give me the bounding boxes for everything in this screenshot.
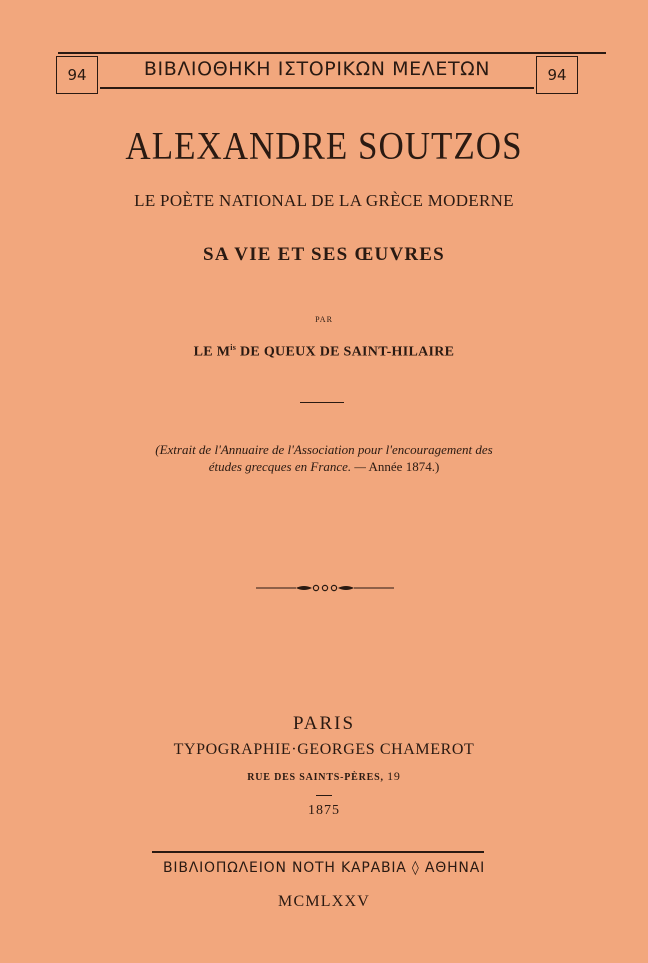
author-superscript: is xyxy=(230,343,237,352)
imprint-street xyxy=(0,769,648,784)
extract-line-2-italic: études grecques en France. — xyxy=(208,459,366,474)
series-number-left: 94 xyxy=(56,56,98,94)
imprint-year: 1875 xyxy=(308,803,340,818)
publisher: ΒΙΒΛΙΟΠΩΛΕΙΟΝ ΝΟΤΗ ΚΑΡΑΒΙΑ ◊ ΑΘΗΝΑΙ xyxy=(162,860,485,876)
series-title: ΒΙΒΛΙΟΘΗΚΗ ΙΣΤΟΡΙΚΩΝ ΜΕΛΕΤΩΝ xyxy=(143,58,491,80)
imprint-city: PARIS xyxy=(292,713,356,734)
footer-top-rule xyxy=(152,851,484,853)
book-title: ALEXANDRE SOUTZOS xyxy=(125,123,523,168)
extract-line-2-plain: Année 1874.) xyxy=(365,459,440,474)
header-top-rule xyxy=(58,52,606,54)
author-name xyxy=(0,343,648,361)
imprint-street-number: 19 xyxy=(387,769,401,783)
book-subtitle-2: SA VIE ET SES ŒUVRES xyxy=(203,244,445,265)
series-number-right: 94 xyxy=(536,56,578,94)
roman-year: MCMLXXV xyxy=(278,893,370,910)
extract-line-1: (Extrait de l'Annuaire de l'Association pour l'encouragement des xyxy=(155,442,493,457)
header-bottom-rule xyxy=(100,87,534,89)
divider-tiny xyxy=(316,795,332,796)
imprint-printer: TYPOGRAPHIE·GEORGES CHAMEROT xyxy=(173,741,475,758)
divider-short xyxy=(300,402,344,403)
author-rest: DE QUEUX DE SAINT-HILAIRE xyxy=(236,344,455,360)
book-subtitle: LE POÈTE NATIONAL DE LA GRÈCE MODERNE xyxy=(134,191,514,210)
extract-note xyxy=(0,441,648,475)
ornament-divider xyxy=(256,580,394,596)
extract-line-2 xyxy=(0,458,648,475)
by-label: PAR xyxy=(315,315,333,324)
author-prefix: LE M xyxy=(193,344,231,360)
imprint-street-name: RUE DES SAINTS-PÈRES, xyxy=(247,772,384,783)
